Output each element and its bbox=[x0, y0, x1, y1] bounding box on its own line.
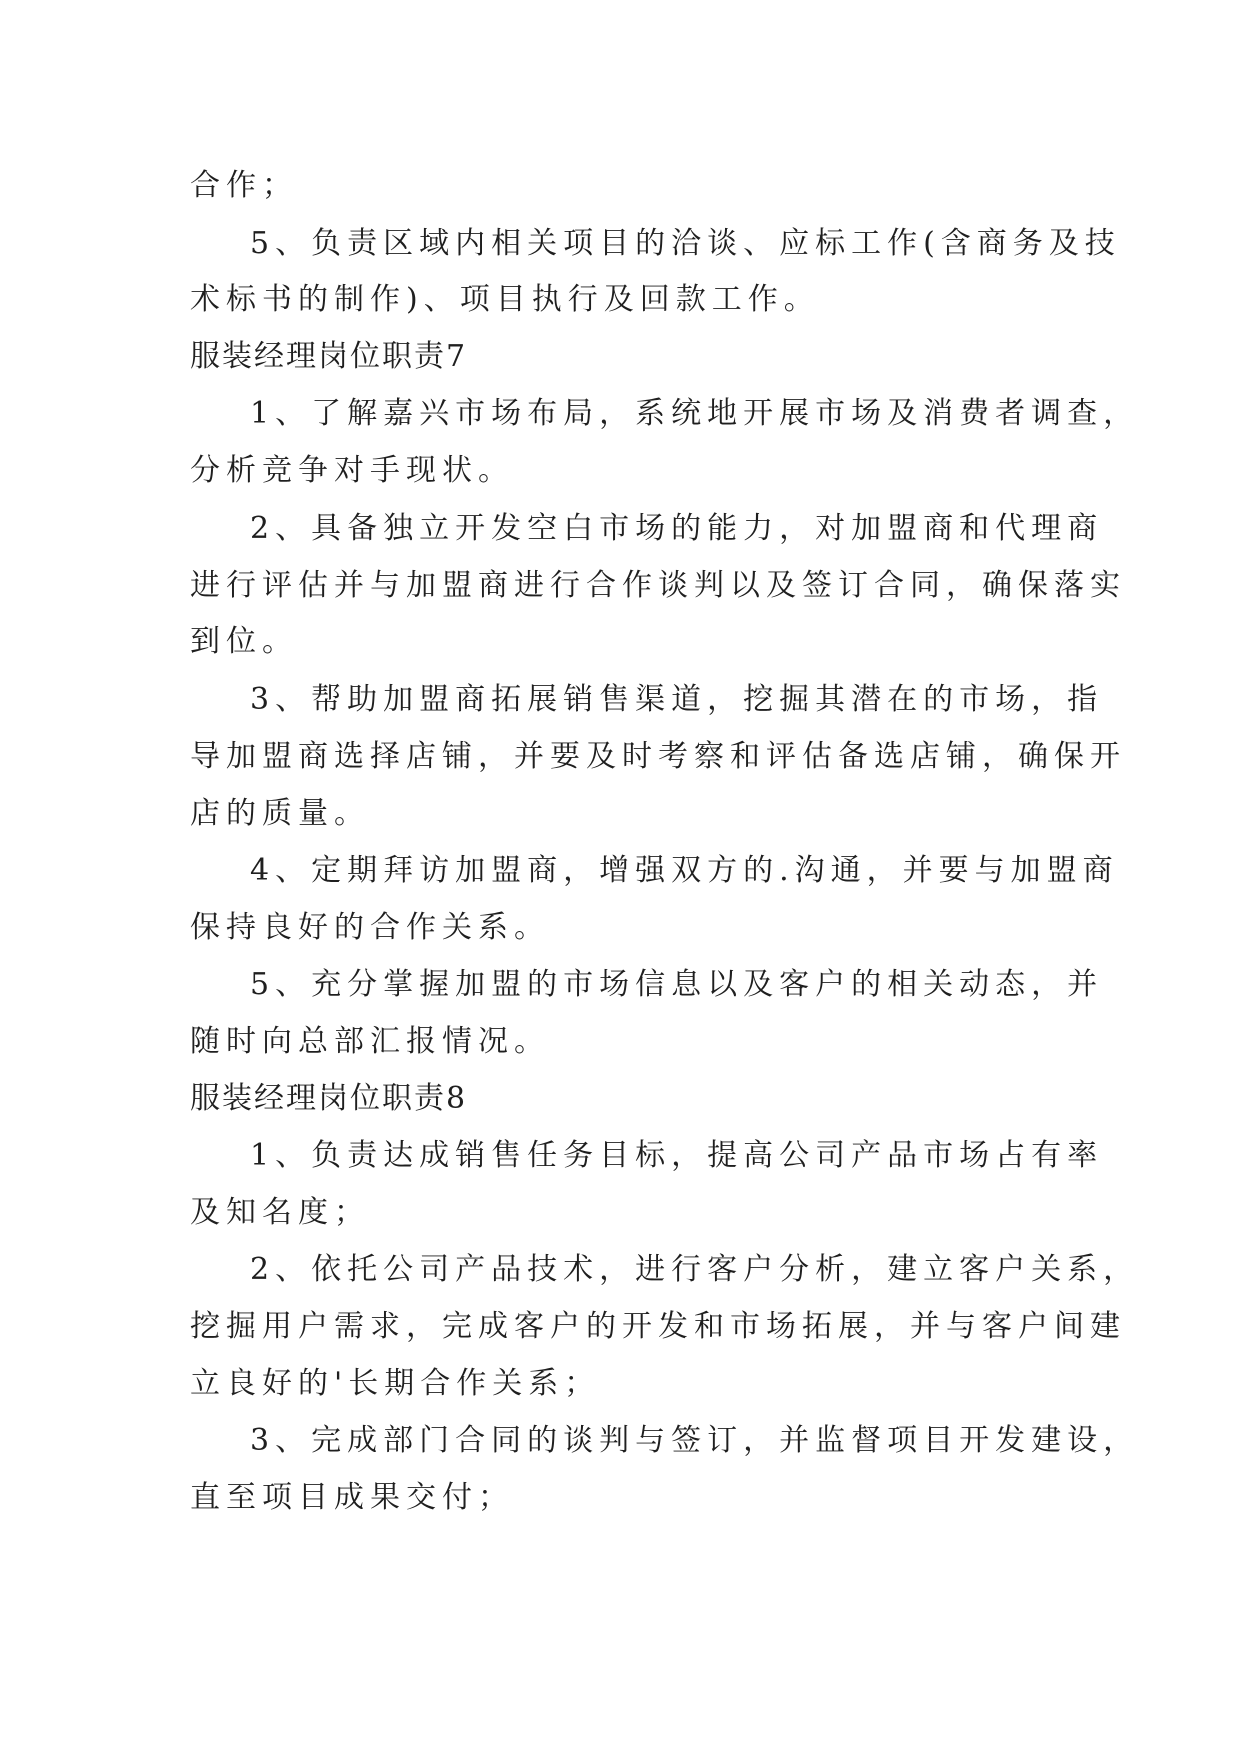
list-item-line: 3、完成部门合同的谈判与签订，并监督项目开发建设， bbox=[250, 1423, 1140, 1458]
section-heading: 服装经理岗位职责7 bbox=[190, 339, 468, 374]
list-item-line: 3、帮助加盟商拓展销售渠道，挖掘其潜在的市场，指 bbox=[250, 682, 1104, 717]
list-item-line: 5、充分掌握加盟的市场信息以及客户的相关动态，并 bbox=[250, 967, 1104, 1002]
list-item-line: 1、了解嘉兴市场布局，系统地开展市场及消费者调查， bbox=[250, 396, 1140, 431]
text-line: 分析竞争对手现状。 bbox=[190, 453, 514, 488]
text-line: 及知名度； bbox=[190, 1195, 370, 1230]
text-line: 导加盟商选择店铺，并要及时考察和评估备选店铺，确保开 bbox=[190, 739, 1126, 774]
section-heading: 服装经理岗位职责8 bbox=[190, 1081, 468, 1116]
text-line: 随时向总部汇报情况。 bbox=[190, 1024, 550, 1059]
text-line: 立良好的'长期合作关系； bbox=[190, 1366, 601, 1401]
list-item-line: 2、具备独立开发空白市场的能力，对加盟商和代理商 bbox=[250, 511, 1104, 546]
list-item-line: 4、定期拜访加盟商，增强双方的.沟通，并要与加盟商 bbox=[250, 853, 1119, 888]
text-line: 挖掘用户需求，完成客户的开发和市场拓展，并与客户间建 bbox=[190, 1309, 1126, 1344]
text-line: 直至项目成果交付； bbox=[190, 1480, 514, 1515]
text-line: 保持良好的合作关系。 bbox=[190, 910, 550, 945]
list-item-line: 2、依托公司产品技术，进行客户分析，建立客户关系， bbox=[250, 1252, 1140, 1287]
text-line: 店的质量。 bbox=[190, 796, 370, 831]
text-line: 到位。 bbox=[190, 624, 298, 659]
text-line: 术标书的制作)、项目执行及回款工作。 bbox=[190, 282, 820, 317]
text-line: 合作； bbox=[190, 168, 298, 203]
text-line: 进行评估并与加盟商进行合作谈判以及签订合同，确保落实 bbox=[190, 568, 1126, 603]
list-item-line: 5、负责区域内相关项目的洽谈、应标工作(含商务及技 bbox=[250, 226, 1121, 261]
list-item-line: 1、负责达成销售任务目标，提高公司产品市场占有率 bbox=[250, 1138, 1104, 1173]
